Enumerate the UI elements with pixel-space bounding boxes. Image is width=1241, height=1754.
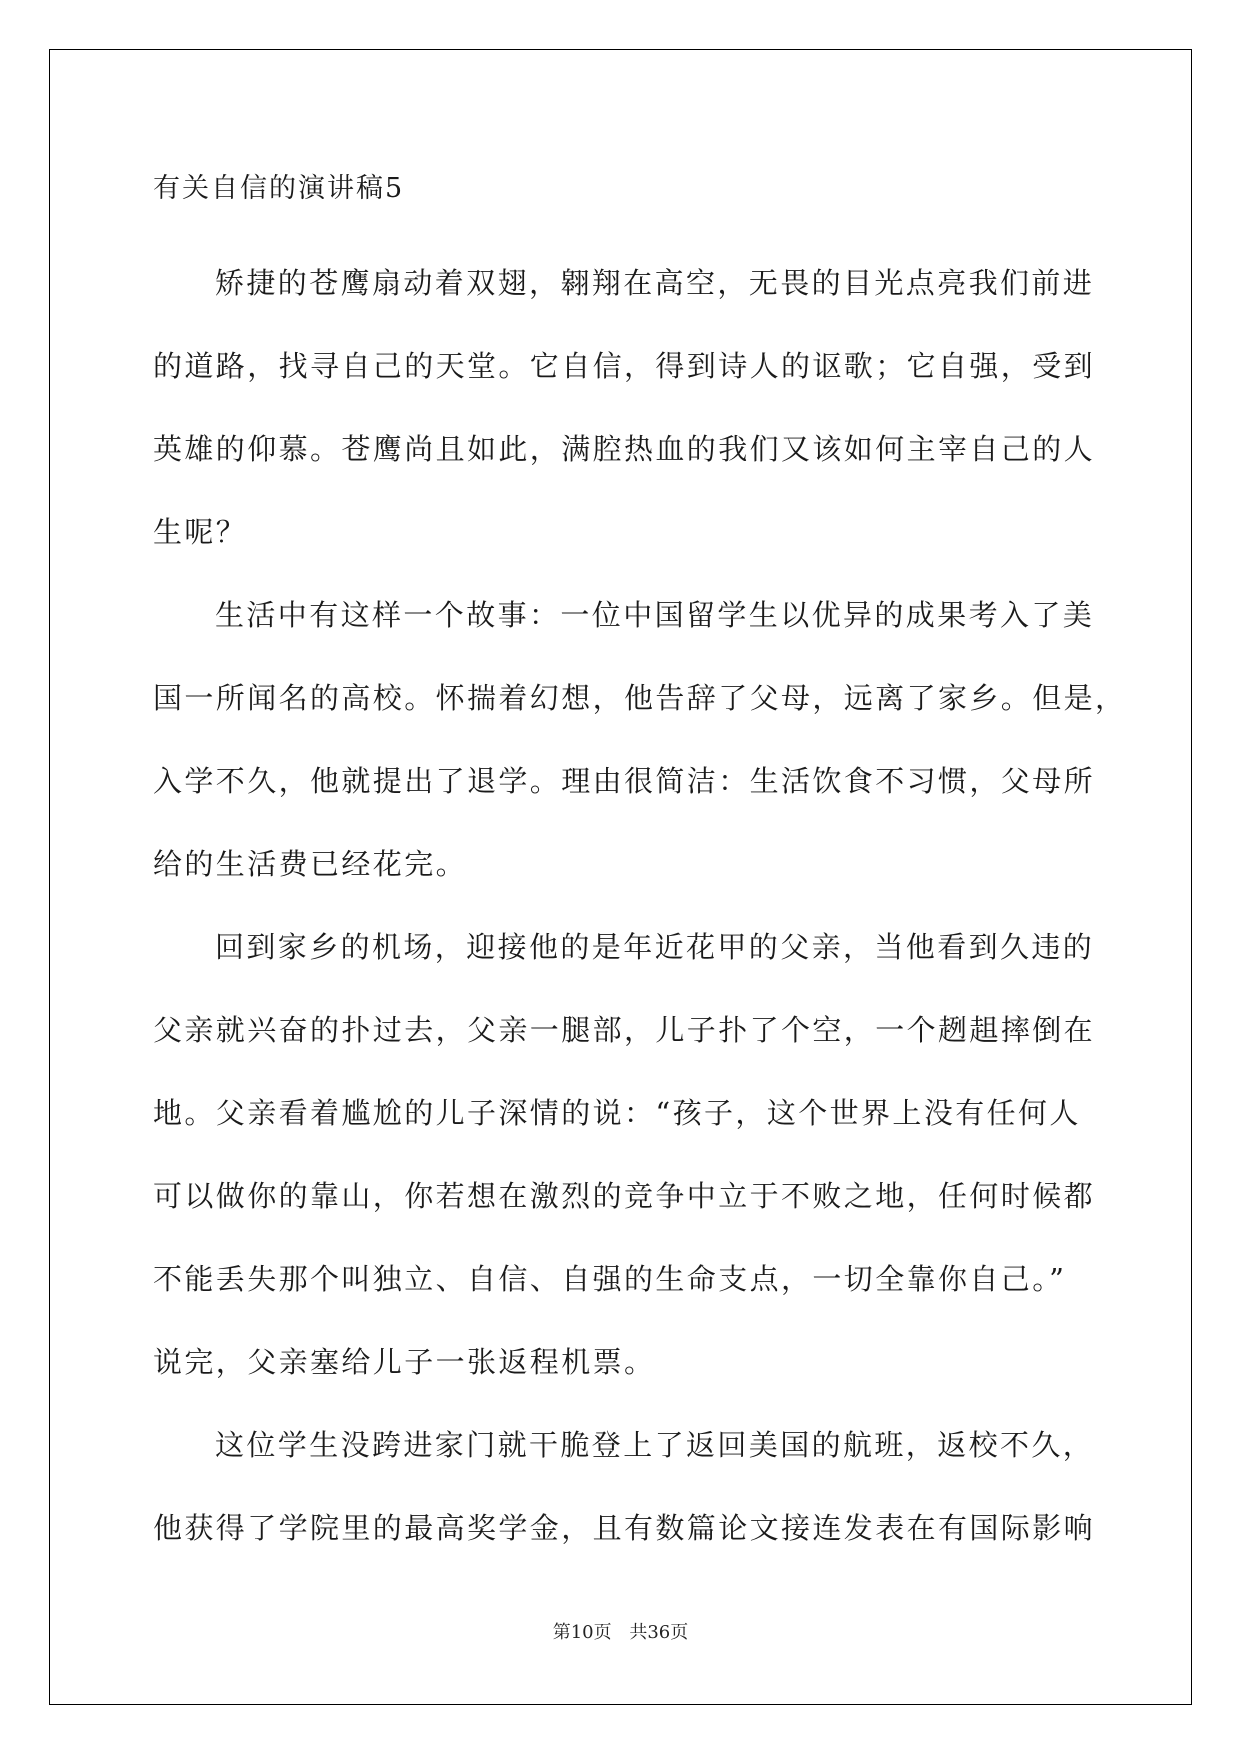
page-footer <box>0 1618 1241 1644</box>
text-line: 国一所闻名的高校。怀揣着幻想，他告辞了父母，远离了家乡。但是， <box>153 681 1127 715</box>
text-line: 地。父亲看着尴尬的儿子深情的说：“孩子，这个世界上没有任何人 <box>153 1096 1081 1130</box>
text-line: 英雄的仰慕。苍鹰尚且如此，满腔热血的我们又该如何主宰自己的人 <box>153 432 1096 466</box>
paragraph-3 <box>153 906 1096 1404</box>
paragraph-1 <box>153 242 1096 574</box>
text-line: 生活中有这样一个故事：一位中国留学生以优异的成果考入了美 <box>215 598 1095 632</box>
page-number: 第10页 <box>552 1622 612 1643</box>
text-line: 生呢？ <box>153 515 248 549</box>
page-total: 共36页 <box>629 1622 689 1643</box>
text-line: 不能丢失那个叫独立、自信、自强的生命支点，一切全靠你自己。” <box>153 1262 1067 1296</box>
text-line: 矫捷的苍鹰扇动着双翅，翱翔在高空，无畏的目光点亮我们前进 <box>215 266 1095 300</box>
text-line: 回到家乡的机场，迎接他的是年近花甲的父亲，当他看到久违的 <box>215 930 1095 964</box>
text-line: 可以做你的靠山，你若想在激烈的竞争中立于不败之地，任何时候都 <box>153 1179 1096 1213</box>
text-line: 入学不久，他就提出了退学。理由很简洁：生活饮食不习惯，父母所 <box>153 764 1096 798</box>
document-title: 有关自信的演讲稿5 <box>153 173 405 204</box>
text-line: 这位学生没跨进家门就干脆登上了返回美国的航班，返校不久， <box>215 1428 1095 1462</box>
text-line: 给的生活费已经花完。 <box>153 847 468 881</box>
text-line: 他获得了学院里的最高奖学金，且有数篇论文接连发表在有国际影响 <box>153 1511 1096 1545</box>
text-line: 的道路，找寻自己的天堂。它自信，得到诗人的讴歌；它自强，受到 <box>153 349 1096 383</box>
paragraph-4 <box>153 1404 1096 1570</box>
text-line: 说完，父亲塞给儿子一张返程机票。 <box>153 1345 656 1379</box>
paragraph-2 <box>153 574 1127 906</box>
document-body <box>153 158 1127 1570</box>
text-line: 父亲就兴奋的扑过去，父亲一腿部，儿子扑了个空，一个趔趄摔倒在 <box>153 1013 1096 1047</box>
